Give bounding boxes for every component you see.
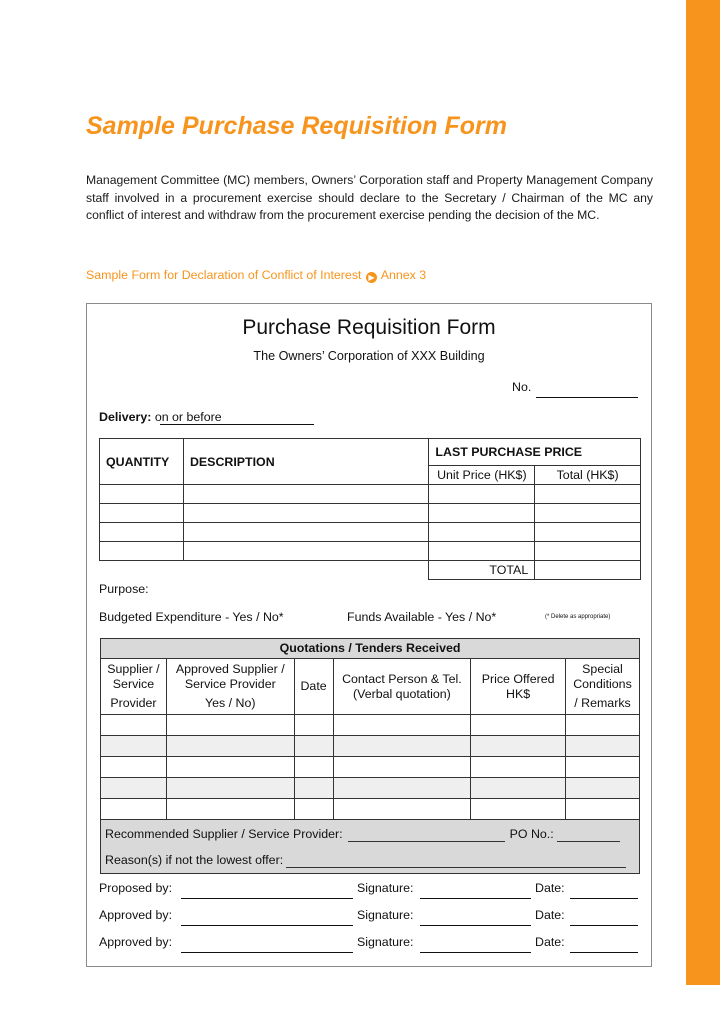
- total-cell[interactable]: [535, 542, 641, 561]
- approved-by-field[interactable]: [181, 911, 353, 926]
- quotations-table: [100, 638, 640, 874]
- quotations-title-row: [101, 639, 640, 659]
- special-conditions-header: Special Conditions / Remarks: [566, 659, 640, 715]
- reason-label: Reason(s) if not the lowest offer:: [105, 853, 284, 867]
- quantity-cell[interactable]: [100, 523, 184, 542]
- table-row: [100, 485, 641, 504]
- quantity-cell[interactable]: [100, 542, 184, 561]
- date-label: Date:: [535, 908, 565, 922]
- date-field[interactable]: [570, 911, 638, 926]
- date-field[interactable]: [570, 884, 638, 899]
- table-row: [101, 757, 640, 778]
- signature-label: Signature:: [357, 935, 414, 949]
- description-cell[interactable]: [183, 485, 428, 504]
- description-cell[interactable]: [183, 542, 428, 561]
- unit-price-header: Unit Price (HK$): [429, 466, 535, 485]
- date-label: Date:: [535, 881, 565, 895]
- sample-form-note: [86, 268, 426, 283]
- grand-total-cell[interactable]: [535, 561, 641, 580]
- table-row: [101, 778, 640, 799]
- total-header: Total (HK$): [535, 466, 641, 485]
- items-table: [99, 438, 641, 580]
- proposed-by-field[interactable]: [181, 884, 353, 899]
- funds-available: Funds Available - Yes / No*: [347, 610, 497, 624]
- quantity-cell[interactable]: [100, 504, 184, 523]
- contact-person-header: Contact Person & Tel. (Verbal quotation): [333, 659, 471, 715]
- sample-note-text: Sample Form for Declaration of Conflict of Interest: [86, 268, 362, 282]
- date-field[interactable]: [570, 938, 638, 953]
- quantity-header: QUANTITY: [100, 439, 184, 485]
- description-cell[interactable]: [183, 504, 428, 523]
- proposed-by-label: Proposed by:: [99, 881, 173, 895]
- supplier-header: Supplier / Service Provider: [101, 659, 167, 715]
- purpose-label: Purpose:: [99, 582, 149, 596]
- approved-by-field[interactable]: [181, 938, 353, 953]
- table-row: [101, 736, 640, 757]
- recommended-field[interactable]: [348, 828, 505, 842]
- delivery-field[interactable]: [160, 410, 314, 425]
- date-label: Date:: [535, 935, 565, 949]
- quantity-cell[interactable]: [100, 485, 184, 504]
- signature-label: Signature:: [357, 881, 414, 895]
- no-field[interactable]: [536, 383, 638, 398]
- signature-field[interactable]: [420, 938, 531, 953]
- orange-side-bar: [686, 0, 720, 985]
- quotations-title: Quotations / Tenders Received: [101, 639, 640, 659]
- annex-label: Annex 3: [380, 268, 427, 282]
- recommended-label: Recommended Supplier / Service Provider:: [105, 827, 343, 841]
- purchase-requisition-form: [86, 303, 652, 967]
- signature-label: Signature:: [357, 908, 414, 922]
- unit-price-cell[interactable]: [429, 504, 535, 523]
- delivery-value: on or before: [154, 410, 222, 424]
- delivery-label: Delivery:: [99, 410, 152, 424]
- approved-by-label: Approved by:: [99, 908, 173, 922]
- table-row: [100, 523, 641, 542]
- signature-field[interactable]: [420, 911, 531, 926]
- items-header-row: [100, 439, 641, 466]
- approved-supplier-header: Approved Supplier / Service Provider Yes / No): [166, 659, 294, 715]
- description-cell[interactable]: [183, 523, 428, 542]
- table-row: [101, 715, 640, 736]
- last-price-header: LAST PURCHASE PRICE: [429, 439, 641, 466]
- intro-paragraph: Management Committee (MC) members, Owners’ Corporation staff and Property Management Company staff involved in a procurement exercise should declare to the Secretary / Chairman of the MC any conflict of interest and withdraw from the procurement exercise pending the decision of the MC.: [86, 173, 653, 222]
- budgeted-expenditure: Budgeted Expenditure - Yes / No*: [99, 610, 284, 624]
- unit-price-cell[interactable]: [429, 485, 535, 504]
- total-cell[interactable]: [535, 504, 641, 523]
- unit-price-cell[interactable]: [429, 523, 535, 542]
- total-label: TOTAL: [429, 561, 535, 580]
- description-header: DESCRIPTION: [183, 439, 428, 485]
- table-row: [101, 799, 640, 820]
- table-row: [100, 542, 641, 561]
- po-no-label: PO No.:: [509, 827, 554, 841]
- date-header: Date: [294, 659, 333, 715]
- reason-field[interactable]: [286, 854, 626, 868]
- delete-note: (* Delete as appropriate): [545, 614, 611, 620]
- quotations-header-row: [101, 659, 640, 715]
- total-cell[interactable]: [535, 485, 641, 504]
- no-label: No.: [512, 380, 532, 394]
- table-row: [100, 504, 641, 523]
- price-offered-header: Price Offered HK$: [471, 659, 566, 715]
- recommendation-row: [101, 820, 640, 874]
- total-row: [100, 561, 641, 580]
- page-title: Sample Purchase Requisition Form: [86, 112, 507, 140]
- arrow-circle-icon: ▶: [366, 272, 377, 283]
- form-title: Purchase Requisition Form: [242, 316, 496, 339]
- unit-price-cell[interactable]: [429, 542, 535, 561]
- signature-field[interactable]: [420, 884, 531, 899]
- po-no-field[interactable]: [557, 828, 620, 842]
- form-subtitle: The Owners’ Corporation of XXX Building: [253, 349, 485, 363]
- total-cell[interactable]: [535, 523, 641, 542]
- approved-by-label: Approved by:: [99, 935, 173, 949]
